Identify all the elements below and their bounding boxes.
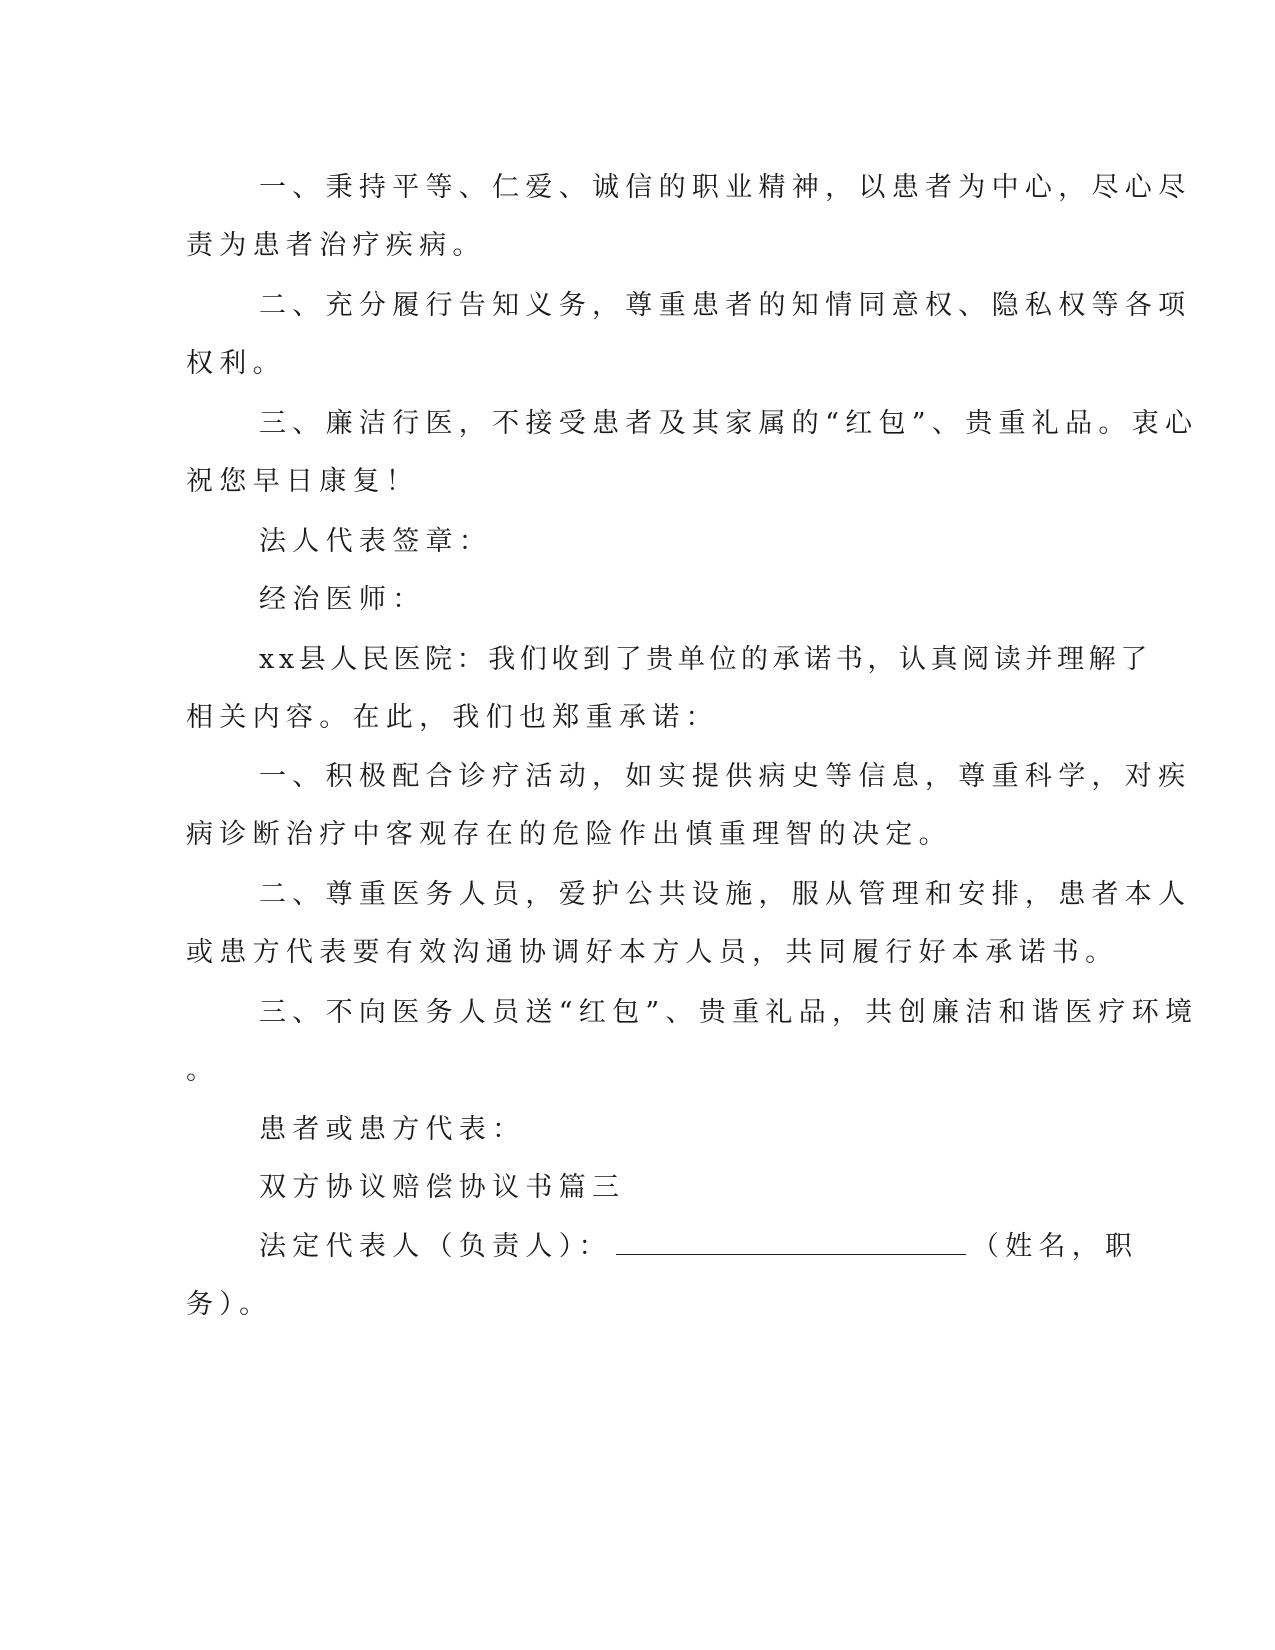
paragraph-line: 三、廉洁行医，不接受患者及其家属的“红包”、贵重礼品。衷心 — [259, 408, 1199, 439]
paragraph-line: 。 — [186, 1055, 213, 1086]
paragraph-line: 责为患者治疗疾病。 — [186, 230, 486, 261]
paragraph-line: 相关内容。在此，我们也郑重承诺： — [186, 702, 719, 733]
name-title-blank — [616, 1230, 966, 1255]
paragraph-line: 二、充分履行告知义务，尊重患者的知情同意权、隐私权等各项 — [259, 290, 1192, 321]
paragraph-line: 三、不向医务人员送“红包”、贵重礼品，共创廉洁和谐医疗环境 — [259, 997, 1199, 1028]
paragraph-line: 务）。 — [186, 1289, 273, 1320]
signature-label-patient: 患者或患方代表： — [259, 1114, 526, 1145]
paragraph-line: xx县人民医院：我们收到了贵单位的承诺书，认真阅读并理解了 — [259, 644, 1152, 675]
paragraph-line: 祝您早日康复！ — [186, 466, 420, 497]
legal-rep-label: 法定代表人（负责人）： — [259, 1231, 612, 1262]
paragraph-line: 或患方代表要有效沟通协调好本方人员，共同履行好本承诺书。 — [186, 937, 1119, 968]
paragraph-line: 病诊断治疗中客观存在的危险作出慎重理智的决定。 — [186, 819, 952, 850]
legal-rep-suffix: （姓名，职 — [971, 1231, 1139, 1262]
paragraph-line: 一、秉持平等、仁爱、诚信的职业精神，以患者为中心，尽心尽 — [259, 172, 1192, 203]
paragraph-line: 权利。 — [186, 348, 286, 379]
paragraph-line: 一、积极配合诊疗活动，如实提供病史等信息，尊重科学，对疾 — [259, 761, 1192, 792]
signature-label-physician: 经治医师： — [259, 584, 426, 615]
paragraph-line: 二、尊重医务人员，爱护公共设施，服从管理和安排，患者本人 — [259, 879, 1192, 910]
section-heading: 双方协议赔偿协议书篇三 — [259, 1172, 626, 1203]
legal-rep-line — [259, 1227, 1138, 1267]
signature-label-legal-rep: 法人代表签章： — [259, 526, 493, 557]
